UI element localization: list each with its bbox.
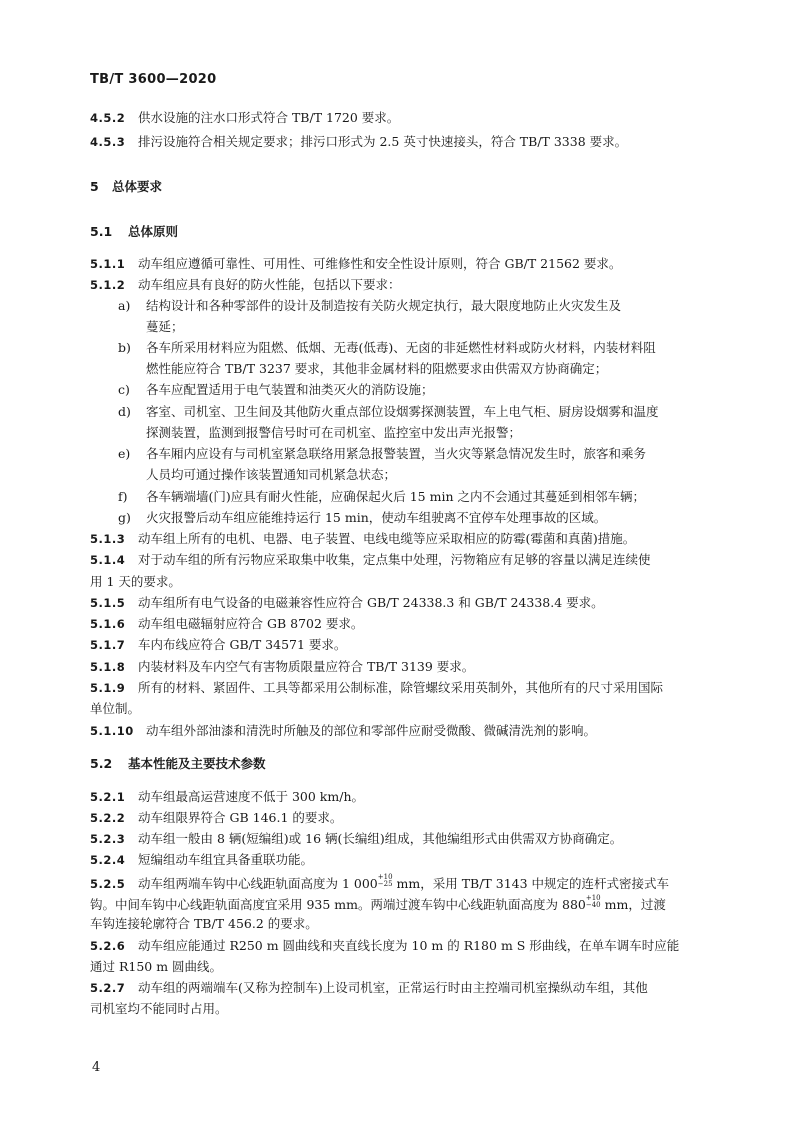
list-item-b-continued [146, 361, 710, 377]
clause-text: 短编组动车组宜具备重联功能。 [138, 852, 314, 867]
clause-number: 5.1.10 [90, 724, 134, 738]
list-item-f [118, 489, 710, 505]
clause-5-1-2 [90, 277, 710, 293]
clause-text: 排污设施符合相关规定要求；排污口形式为 2.5 英寸快速接头，符合 TB/T 3338 要求。 [138, 134, 628, 149]
clause-5-1-8 [90, 659, 710, 675]
clause-text: 司机室均不能同时占用。 [90, 1001, 228, 1016]
tolerance-lower: −40 [585, 901, 601, 909]
list-text: 客室、司机室、卫生间及其他防火重点部位设烟雾探测装置，车上电气柜、厨房设烟雾和温度 [146, 404, 659, 419]
tolerance-lower: −25 [377, 880, 393, 888]
chapter-5-heading [90, 179, 710, 195]
tolerance [586, 895, 601, 909]
list-item-e-continued [146, 467, 710, 483]
clause-number: 5.2.5 [90, 877, 126, 891]
list-item-d-continued [146, 425, 710, 441]
clause-text: mm，过渡 [600, 897, 666, 912]
clause-text: mm，采用 TB/T 3143 中规定的连杆式密接式车 [392, 876, 670, 891]
clause-number: 5.1.6 [90, 617, 126, 631]
list-item-a-continued [146, 319, 710, 335]
list-label: d) [118, 404, 131, 419]
clause-text: 动车组上所有的电机、电器、电子装置、电线电缆等应采取相应的防霉(霉菌和真菌)措施。 [138, 531, 636, 546]
clause-number: 5.1.5 [90, 596, 126, 610]
list-text: 蔓延； [146, 319, 184, 334]
clause-number: 5.1.1 [90, 257, 126, 271]
clause-5-2-5-continued-2 [90, 916, 710, 932]
chapter-title: 总体要求 [112, 179, 163, 194]
clause-text: 动车组的两端端车(又称为控制车)上设司机室，正常运行时由主控端司机室操纵动车组，其他 [138, 980, 648, 995]
clause-number: 5.1.4 [90, 553, 126, 567]
tolerance-upper: +10 [585, 894, 601, 902]
clause-text: 用 1 天的要求。 [90, 574, 181, 589]
chapter-number: 5 [90, 179, 99, 194]
list-label: f) [118, 489, 128, 504]
list-text: 探测装置，监测到报警信号时可在司机室、监控室中发出声光报警； [146, 425, 522, 440]
clause-text: 内装材料及车内空气有害物质限量应符合 TB/T 3139 要求。 [138, 659, 475, 674]
clause-number: 5.2.1 [90, 790, 126, 804]
clause-5-2-5-continued [90, 895, 710, 913]
page-number: 4 [92, 1060, 101, 1075]
standard-header: TB/T 3600—2020 [90, 72, 217, 87]
list-item-g [118, 510, 710, 526]
clause-5-2-6-continued [90, 959, 710, 975]
clause-number: 5.2.4 [90, 853, 126, 867]
list-text: 各车应配置适用于电气装置和油类灭火的消防设施； [146, 382, 434, 397]
clause-number: 4.5.3 [90, 135, 126, 149]
section-5-2-heading [90, 756, 710, 772]
clause-5-2-4 [90, 852, 710, 868]
list-text: 各车所采用材料应为阻燃、低烟、无毒(低毒)、无卤的非延燃性材料或防火材料，内装材料阻 [146, 340, 656, 355]
list-text: 各车厢内应设有与司机室紧急联络用紧急报警装置，当火灾等紧急情况发生时，旅客和乘务 [146, 446, 647, 461]
list-label: g) [118, 510, 131, 525]
section-title: 总体原则 [128, 224, 179, 239]
list-text: 结构设计和各种零部件的设计及制造按有关防火规定执行，最大限度地防止火灾发生及 [146, 298, 622, 313]
list-text: 人员均可通过操作该装置通知司机紧急状态； [146, 467, 397, 482]
clause-5-1-7 [90, 637, 710, 653]
list-item-d [118, 404, 710, 420]
clause-5-1-6 [90, 616, 710, 632]
clause-text: 钩。中间车钩中心线距轨面高度宜采用 935 mm。两端过渡车钩中心线距轨面高度为 880 [90, 897, 586, 912]
clause-5-2-7 [90, 980, 710, 996]
clause-4-5-2 [90, 110, 710, 126]
clause-5-1-1 [90, 256, 710, 272]
clause-5-2-2 [90, 810, 710, 826]
clause-text: 动车组应遵循可靠性、可用性、可维修性和安全性设计原则，符合 GB/T 21562 要求。 [138, 256, 622, 271]
clause-text: 动车组限界符合 GB 146.1 的要求。 [138, 810, 343, 825]
list-item-e [118, 446, 710, 462]
clause-number: 5.2.3 [90, 832, 126, 846]
tolerance [378, 874, 393, 888]
section-title: 基本性能及主要技术参数 [128, 756, 266, 771]
clause-text: 动车组电磁辐射应符合 GB 8702 要求。 [138, 616, 364, 631]
clause-text: 动车组一般由 8 辆(短编组)或 16 辆(长编组)组成，其他编组形式由供需双方协商确定。 [138, 831, 623, 846]
clause-5-1-5 [90, 595, 710, 611]
clause-5-2-3 [90, 831, 710, 847]
clause-5-1-10 [90, 723, 710, 739]
clause-5-2-1 [90, 789, 710, 805]
list-item-b [118, 340, 710, 356]
clause-5-1-4-continued [90, 574, 710, 590]
clause-4-5-3 [90, 134, 710, 150]
clause-text: 供水设施的注水口形式符合 TB/T 1720 要求。 [138, 110, 400, 125]
list-text: 火灾报警后动车组应能维持运行 15 min，使动车组驶离不宜停车处理事故的区域。 [146, 510, 607, 525]
clause-number: 4.5.2 [90, 111, 126, 125]
clause-5-2-7-continued [90, 1001, 710, 1017]
clause-number: 5.2.6 [90, 939, 126, 953]
clause-text: 动车组所有电气设备的电磁兼容性应符合 GB/T 24338.3 和 GB/T 24338.4 要求。 [138, 595, 604, 610]
list-label: a) [118, 298, 131, 313]
list-text: 燃性能应符合 TB/T 3237 要求，其他非金属材料的阻燃要求由供需双方协商确定； [146, 361, 608, 376]
clause-number: 5.1.2 [90, 278, 126, 292]
clause-text: 动车组两端车钩中心线距轨面高度为 1 000 [138, 876, 378, 891]
clause-number: 5.1.7 [90, 638, 126, 652]
clause-5-1-4 [90, 552, 710, 568]
clause-text: 车内布线应符合 GB/T 34571 要求。 [138, 637, 347, 652]
list-label: e) [118, 446, 131, 461]
clause-text: 单位制。 [90, 701, 141, 716]
clause-text: 对于动车组的所有污物应采取集中收集，定点集中处理，污物箱应有足够的容量以满足连续使 [138, 552, 651, 567]
clause-number: 5.1.9 [90, 681, 126, 695]
clause-text: 动车组外部油漆和清洗时所触及的部位和零部件应耐受微酸、微碱清洗剂的影响。 [146, 723, 597, 738]
clause-5-1-9-continued [90, 701, 710, 717]
list-label: c) [118, 382, 130, 397]
clause-text: 车钩连接轮廓符合 TB/T 456.2 的要求。 [90, 916, 318, 931]
list-item-a [118, 298, 710, 314]
clause-text: 动车组应能通过 R250 m 圆曲线和夹直线长度为 10 m 的 R180 m S 形曲线，在单车调车时应能 [138, 938, 680, 953]
list-item-c [118, 382, 710, 398]
clause-text: 动车组应具有良好的防火性能，包括以下要求： [138, 277, 401, 292]
clause-number: 5.2.2 [90, 811, 126, 825]
clause-number: 5.1.8 [90, 660, 126, 674]
tolerance-upper: +10 [377, 873, 393, 881]
list-text: 各车辆端墙(门)应具有耐火性能，应确保起火后 15 min 之内不会通过其蔓延到相邻车辆； [146, 489, 645, 504]
clause-5-1-9 [90, 680, 710, 696]
clause-text: 通过 R150 m 圆曲线。 [90, 959, 223, 974]
section-number: 5.1 [90, 224, 113, 239]
clause-text: 动车组最高运营速度不低于 300 km/h。 [138, 789, 364, 804]
clause-5-2-5 [90, 874, 710, 892]
section-5-1-heading [90, 224, 710, 240]
clause-5-1-3 [90, 531, 710, 547]
section-number: 5.2 [90, 756, 113, 771]
clause-number: 5.1.3 [90, 532, 126, 546]
list-label: b) [118, 340, 131, 355]
clause-5-2-6 [90, 938, 710, 954]
clause-number: 5.2.7 [90, 981, 126, 995]
clause-text: 所有的材料、紧固件、工具等都采用公制标准，除管螺纹采用英制外，其他所有的尺寸采用国际 [138, 680, 664, 695]
